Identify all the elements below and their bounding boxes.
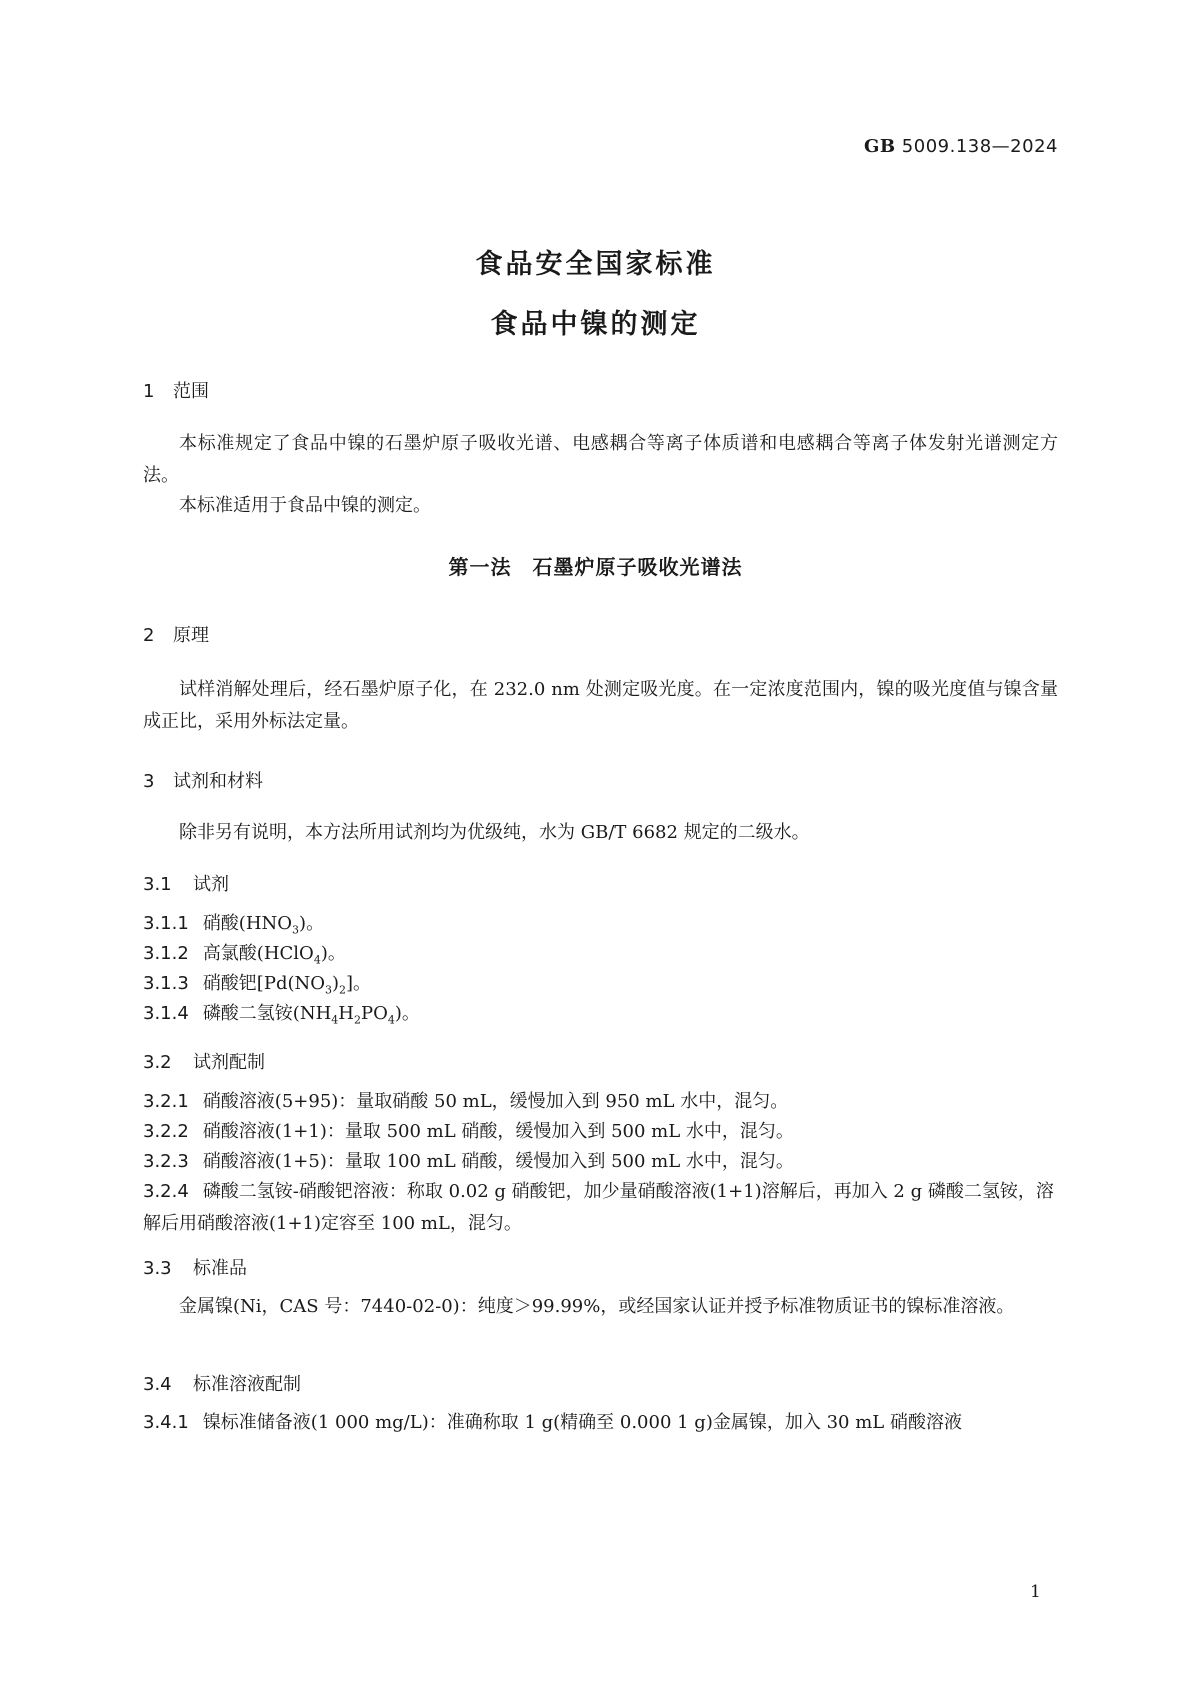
- section-2-para-1: 试样消解处理后，经石墨炉原子化，在 232.0 nm 处测定吸光度。在一定浓度范围内，镍的吸光度值与镍含量成正比，采用外标法定量。: [143, 679, 1058, 732]
- item-3-1-2: 3.1.2 高氯酸(HClO$_4$)。: [143, 943, 346, 967]
- standard-code: GB 5009.138—2024: [863, 136, 1058, 157]
- item-3-1-4: 3.1.4 磷酸二氢铵$(NH_4H_2PO_4)$。: [143, 1003, 420, 1027]
- section-1-para-2: 本标准适用于食品中镍的测定。: [179, 495, 431, 516]
- section-1-heading: 1 范围: [143, 381, 209, 402]
- item-3-1-1: 3.1.1 硝酸$(HNO_3)$。: [143, 913, 325, 937]
- section-2-heading: 2 原理: [143, 625, 209, 646]
- method-1-heading: 第一法 石墨炉原子吸收光谱法: [448, 555, 743, 579]
- section-3-1-heading: 3.1 试剂: [143, 874, 229, 895]
- section-3-2-heading: 3.2 试剂配制: [143, 1052, 265, 1073]
- section-3-heading: 3 试剂和材料: [143, 771, 263, 792]
- document-title: 食品安全国家标准: [475, 249, 716, 280]
- section-3-para-1: 除非另有说明，本方法所用试剂均为优级纯，水为 GB/T 6682 规定的二级水。: [179, 822, 810, 843]
- document-subtitle: 食品中镍的测定: [490, 309, 701, 340]
- section-3-3-heading: 3.3 标准品: [143, 1258, 247, 1279]
- item-3-2-4: 3.2.4 磷酸二氢铵-硝酸钯溶液：称取 0.02 g 硝酸钯，加少量硝酸溶液(1+1)溶解后，再加入 2 g 磷酸二氢铵，溶解后用硝酸溶液(1+1)定容至 100 mL，混匀。: [143, 1181, 1054, 1234]
- item-3-2-2: 3.2.2 硝酸溶液(1+1)：量取 500 mL 硝酸，缓慢加入到 500 mL 水中，混匀。: [143, 1121, 794, 1142]
- section-3-4-heading: 3.4 标准溶液配制: [143, 1374, 301, 1395]
- page-number: 1: [1030, 1582, 1041, 1602]
- section-3-3-para: 金属镍(Ni，CAS 号：7440-02-0)：纯度＞99.99%，或经国家认证并授予标准物质证书的镍标准溶液。: [179, 1296, 1015, 1317]
- section-1-para-1: 本标准规定了食品中镍的石墨炉原子吸收光谱、电感耦合等离子体质谱和电感耦合等离子体发射光谱测定方法。: [143, 433, 1058, 486]
- item-3-1-3: 3.1.3 硝酸钯$[Pd(NO_3)_2]$。: [143, 973, 372, 997]
- item-3-2-3: 3.2.3 硝酸溶液(1+5)：量取 100 mL 硝酸，缓慢加入到 500 mL 水中，混匀。: [143, 1151, 794, 1172]
- item-3-4-1: 3.4.1 镍标准储备液(1 000 mg/L)：准确称取 1 g(精确至 0.000 1 g)金属镍，加入 30 mL 硝酸溶液: [143, 1412, 962, 1433]
- item-3-2-1: 3.2.1 硝酸溶液(5+95)：量取硝酸 50 mL，缓慢加入到 950 mL 水中，混匀。: [143, 1091, 789, 1112]
